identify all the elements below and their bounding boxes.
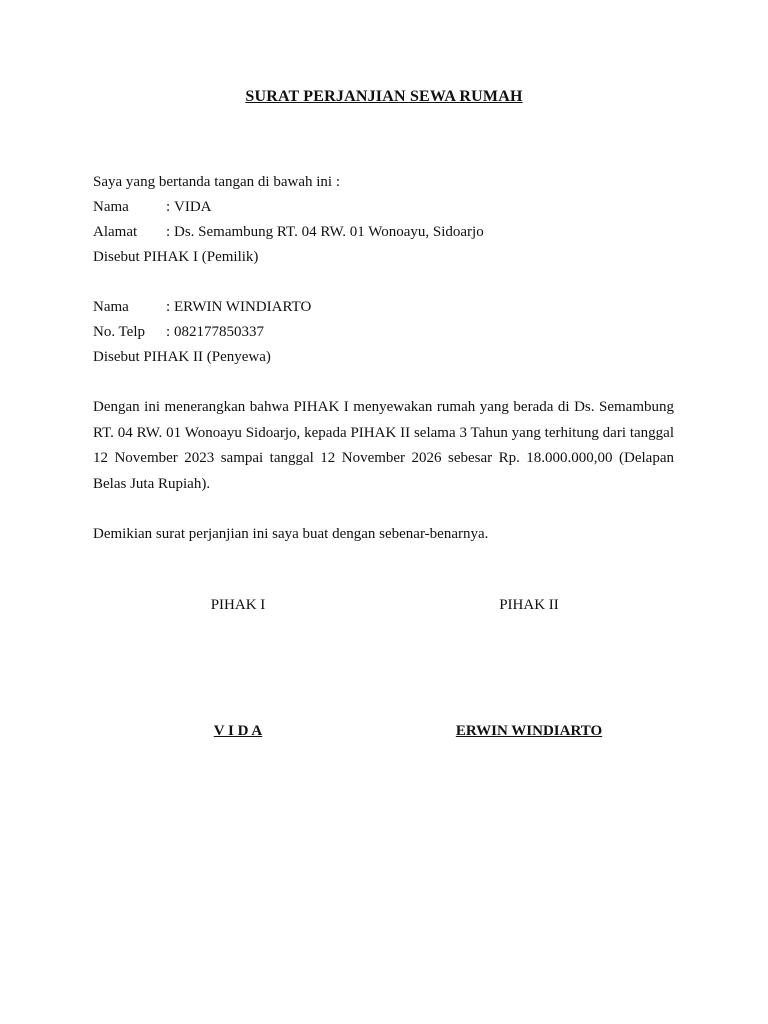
intro-line: Saya yang bertanda tangan di bawah ini :	[93, 174, 341, 190]
document-title: SURAT PERJANJIAN SEWA RUMAH	[245, 88, 523, 105]
signature-names	[0, 723, 768, 745]
party2-phone-row	[93, 320, 674, 345]
party2-name-label: Nama	[93, 299, 129, 315]
party1-name-row	[93, 195, 674, 220]
party1-designation: Disebut PIHAK I (Pemilik)	[93, 249, 259, 265]
signature-name-pihak-1: V I D A	[213, 723, 263, 739]
closing-line: Demikian surat perjanjian ini saya buat dengan sebenar-benarnya.	[93, 526, 489, 542]
party2-name-separator: :	[166, 299, 171, 315]
party2-name-row	[93, 295, 674, 320]
party2-phone-value: 082177850337	[174, 324, 264, 340]
party1-address-value: Ds. Semambung RT. 04 RW. 01 Wonoayu, Sidoarjo	[174, 224, 484, 240]
party1-name-value: VIDA	[174, 199, 212, 215]
spacer	[93, 370, 674, 395]
party1-name-label: Nama	[93, 199, 129, 215]
signature-name-pihak-2: ERWIN WINDIARTO	[455, 723, 603, 739]
spacer	[93, 497, 674, 522]
signature-headings	[0, 597, 768, 619]
spacer	[93, 270, 674, 295]
party1-address-separator: :	[166, 224, 171, 240]
party2-designation: Disebut PIHAK II (Penyewa)	[93, 349, 271, 365]
party1-name-separator: :	[166, 199, 171, 215]
party1-address-row	[93, 220, 674, 245]
signature-heading-pihak-1: PIHAK I	[210, 597, 266, 613]
body-paragraph: Dengan ini menerangkan bahwa PIHAK I menyewakan rumah yang berada di Ds. Semambung RT. 04 RW. 01 Wonoayu Sidoarjo, kepada PIHAK II selama 3 Tahun yang terhitung dari tanggal 12 November 2023 sampai tanggal 12 November 2026 sebesar Rp. 18.000.000,00 (Delapan Belas Juta Rupiah).	[93, 399, 674, 492]
signature-heading-pihak-2: PIHAK II	[499, 597, 559, 613]
party1-address-label: Alamat	[93, 224, 138, 240]
party2-phone-separator: :	[166, 324, 171, 340]
party2-phone-label: No. Telp	[93, 324, 146, 340]
party2-name-value: ERWIN WINDIARTO	[174, 299, 312, 315]
document-body	[93, 170, 674, 547]
